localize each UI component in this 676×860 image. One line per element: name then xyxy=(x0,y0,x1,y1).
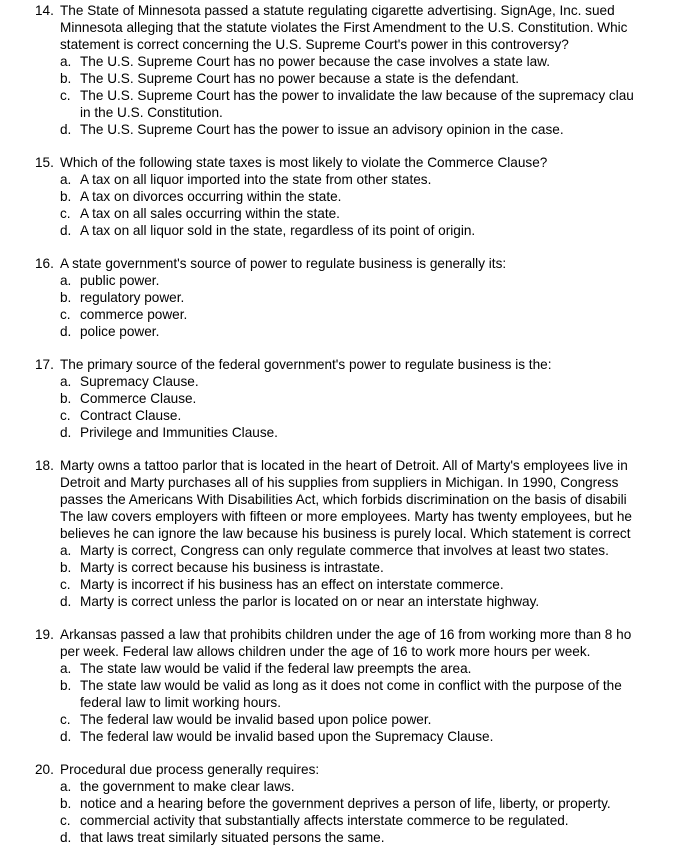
option-text: commercial activity that substantially affects interstate commerce to be regulated. xyxy=(80,813,569,828)
option-text: notice and a hearing before the government deprives a person of life, liberty, or property. xyxy=(80,796,611,811)
answer-option xyxy=(0,407,676,424)
question-stem-line: believes he can ignore the law because his business is purely local. Which statement is correct xyxy=(60,526,631,541)
answer-option xyxy=(0,677,676,711)
option-letter: a. xyxy=(60,54,72,69)
option-text: Marty is correct because his business is intrastate. xyxy=(80,560,384,575)
option-text: A tax on all liquor sold in the state, regardless of its point of origin. xyxy=(80,223,476,238)
question-17 xyxy=(0,356,676,441)
answer-option xyxy=(0,121,676,138)
question-stem-line: Detroit and Marty purchases all of his supplies from suppliers in Michigan. In 1990, Congress xyxy=(60,475,619,490)
question-stem-line: The State of Minnesota passed a statute regulating cigarette advertising. SignAge, Inc. sued xyxy=(60,3,615,18)
option-text: A tax on all liquor imported into the state from other states. xyxy=(80,172,432,187)
option-letter: d. xyxy=(60,324,72,339)
option-letter: a. xyxy=(60,543,72,558)
option-text: public power. xyxy=(80,273,160,288)
option-text: that laws treat similarly situated persons the same. xyxy=(80,830,385,845)
option-letter: d. xyxy=(60,594,72,609)
option-letter: b. xyxy=(60,560,72,575)
question-number: 19. xyxy=(35,627,54,642)
question-stem-line: Procedural due process generally requires: xyxy=(60,762,320,777)
answer-option xyxy=(0,778,676,795)
question-15 xyxy=(0,154,676,239)
option-letter: b. xyxy=(60,796,72,811)
option-text: Marty is incorrect if his business has an effect on interstate commerce. xyxy=(80,577,504,592)
answer-option xyxy=(0,728,676,745)
question-19 xyxy=(0,626,676,745)
question-stem-line: Which of the following state taxes is most likely to violate the Commerce Clause? xyxy=(60,155,548,170)
option-text: The U.S. Supreme Court has no power because the case involves a state law. xyxy=(80,54,550,69)
question-stem xyxy=(0,2,676,53)
option-letter: c. xyxy=(60,206,71,221)
answer-option xyxy=(0,323,676,340)
answer-option xyxy=(0,593,676,610)
question-stem-line: The law covers employers with fifteen or more employees. Marty has twenty employees, but he xyxy=(60,509,632,524)
answer-option xyxy=(0,795,676,812)
question-18 xyxy=(0,457,676,610)
answer-option xyxy=(0,390,676,407)
option-letter: a. xyxy=(60,172,72,187)
answer-option xyxy=(0,205,676,222)
answer-option xyxy=(0,70,676,87)
answer-options xyxy=(0,272,676,340)
option-letter: c. xyxy=(60,712,71,727)
option-text: The state law would be valid if the federal law preempts the area. xyxy=(80,661,472,676)
question-stem-line: per week. Federal law allows children under the age of 16 to work more hours per week. xyxy=(60,644,591,659)
answer-options xyxy=(0,171,676,239)
option-text: regulatory power. xyxy=(80,290,185,305)
option-text: A tax on all sales occurring within the state. xyxy=(80,206,340,221)
option-text: Marty is correct unless the parlor is located on or near an interstate highway. xyxy=(80,594,540,609)
question-stem-line: Marty owns a tattoo parlor that is located in the heart of Detroit. All of Marty's employees live in xyxy=(60,458,628,473)
option-text: police power. xyxy=(80,324,160,339)
option-text: The U.S. Supreme Court has the power to invalidate the law because of the supremacy clau xyxy=(80,88,634,103)
question-number: 17. xyxy=(35,357,54,372)
answer-option xyxy=(0,188,676,205)
question-stem-line: statement is correct concerning the U.S. Supreme Court's power in this controversy? xyxy=(60,37,569,52)
option-letter: a. xyxy=(60,374,72,389)
option-text: The U.S. Supreme Court has the power to issue an advisory opinion in the case. xyxy=(80,122,564,137)
option-text: commerce power. xyxy=(80,307,188,322)
answer-option xyxy=(0,171,676,188)
option-text: The federal law would be invalid based upon police power. xyxy=(80,712,432,727)
answer-option xyxy=(0,87,676,121)
answer-option xyxy=(0,660,676,677)
question-stem xyxy=(0,457,676,542)
question-stem xyxy=(0,255,676,272)
answer-option xyxy=(0,576,676,593)
question-stem xyxy=(0,154,676,171)
question-stem xyxy=(0,626,676,660)
option-text: Marty is correct, Congress can only regulate commerce that involves at least two states. xyxy=(80,543,609,558)
option-letter: b. xyxy=(60,189,72,204)
option-text: The federal law would be invalid based upon the Supremacy Clause. xyxy=(80,729,494,744)
option-letter: d. xyxy=(60,830,72,845)
answer-options xyxy=(0,373,676,441)
option-text: The U.S. Supreme Court has no power because a state is the defendant. xyxy=(80,71,520,86)
question-stem-line: Minnesota alleging that the statute violates the First Amendment to the U.S. Constitution. Whic xyxy=(60,20,628,35)
question-20 xyxy=(0,761,676,846)
question-page xyxy=(0,2,676,860)
answer-option xyxy=(0,53,676,70)
question-16 xyxy=(0,255,676,340)
answer-options xyxy=(0,53,676,138)
option-letter: d. xyxy=(60,425,72,440)
answer-option xyxy=(0,373,676,390)
option-text: in the U.S. Constitution. xyxy=(80,105,223,120)
answer-options xyxy=(0,542,676,610)
option-text: A tax on divorces occurring within the state. xyxy=(80,189,342,204)
question-stem xyxy=(0,356,676,373)
question-number: 15. xyxy=(35,155,54,170)
option-letter: b. xyxy=(60,71,72,86)
answer-option xyxy=(0,222,676,239)
option-letter: b. xyxy=(60,290,72,305)
question-number: 16. xyxy=(35,256,54,271)
question-stem-line: Arkansas passed a law that prohibits children under the age of 16 from working more than 8 ho xyxy=(60,627,632,642)
option-text: Commerce Clause. xyxy=(80,391,197,406)
option-letter: d. xyxy=(60,223,72,238)
option-letter: b. xyxy=(60,678,72,693)
option-letter: b. xyxy=(60,391,72,406)
question-number: 18. xyxy=(35,458,54,473)
answer-option xyxy=(0,542,676,559)
option-letter: a. xyxy=(60,661,72,676)
option-text: The state law would be valid as long as it does not come in conflict with the purpose of the xyxy=(80,678,622,693)
option-letter: a. xyxy=(60,779,72,794)
answer-options xyxy=(0,660,676,745)
question-number: 20. xyxy=(35,762,54,777)
answer-option xyxy=(0,711,676,728)
option-letter: c. xyxy=(60,408,71,423)
option-text: federal law to limit working hours. xyxy=(80,695,281,710)
option-text: the government to make clear laws. xyxy=(80,779,295,794)
option-text: Supremacy Clause. xyxy=(80,374,199,389)
answer-option xyxy=(0,424,676,441)
option-letter: a. xyxy=(60,273,72,288)
option-letter: d. xyxy=(60,122,72,137)
question-number: 14. xyxy=(35,3,54,18)
option-letter: c. xyxy=(60,813,71,828)
answer-option xyxy=(0,272,676,289)
answer-option xyxy=(0,289,676,306)
question-stem-line: A state government's source of power to regulate business is generally its: xyxy=(60,256,507,271)
option-text: Privilege and Immunities Clause. xyxy=(80,425,278,440)
question-stem-line: The primary source of the federal government's power to regulate business is the: xyxy=(60,357,552,372)
answer-option xyxy=(0,812,676,829)
answer-options xyxy=(0,778,676,846)
option-letter: c. xyxy=(60,88,71,103)
answer-option xyxy=(0,829,676,846)
option-letter: c. xyxy=(60,577,71,592)
question-stem xyxy=(0,761,676,778)
option-text: Contract Clause. xyxy=(80,408,182,423)
question-stem-line: passes the Americans With Disabilities Act, which forbids discrimination on the basis of disabili xyxy=(60,492,627,507)
answer-option xyxy=(0,559,676,576)
answer-option xyxy=(0,306,676,323)
question-14 xyxy=(0,2,676,138)
option-letter: d. xyxy=(60,729,72,744)
option-letter: c. xyxy=(60,307,71,322)
